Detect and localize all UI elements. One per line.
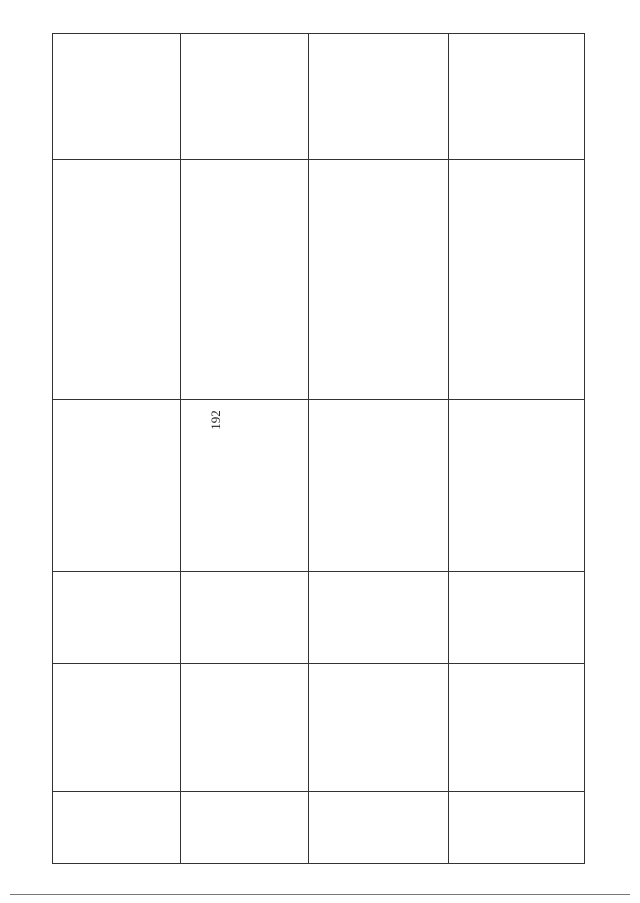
- cell-executor: [309, 34, 449, 160]
- cell-executor: [181, 34, 309, 160]
- cell-executor: [449, 34, 585, 160]
- table-row: [309, 34, 449, 864]
- cell-term: [53, 572, 181, 664]
- table-row: [53, 34, 181, 864]
- cell-source: [309, 160, 449, 400]
- cell-num: [309, 792, 449, 864]
- cell-goal: [53, 400, 181, 572]
- cell-source: [53, 160, 181, 400]
- measures-table: [52, 33, 585, 864]
- cell-term: [309, 572, 449, 664]
- rotated-table-wrapper: [52, 34, 584, 864]
- cell-source: [181, 160, 309, 400]
- cell-goal: [181, 400, 309, 572]
- cell-executor: [53, 34, 181, 160]
- cell-measure: [53, 664, 181, 792]
- cell-num: [181, 792, 309, 864]
- cell-term: [449, 572, 585, 664]
- cell-term: [181, 572, 309, 664]
- page-bottom-rule: [10, 894, 630, 895]
- cell-measure: [449, 664, 585, 792]
- cell-measure: [181, 664, 309, 792]
- cell-measure: [309, 664, 449, 792]
- cell-goal: [309, 400, 449, 572]
- page-number: 192: [207, 410, 223, 430]
- table-row: [449, 34, 585, 864]
- cell-goal: [449, 400, 585, 572]
- table-row: [181, 34, 309, 864]
- cell-num: [53, 792, 181, 864]
- cell-source: [449, 160, 585, 400]
- cell-num: [449, 792, 585, 864]
